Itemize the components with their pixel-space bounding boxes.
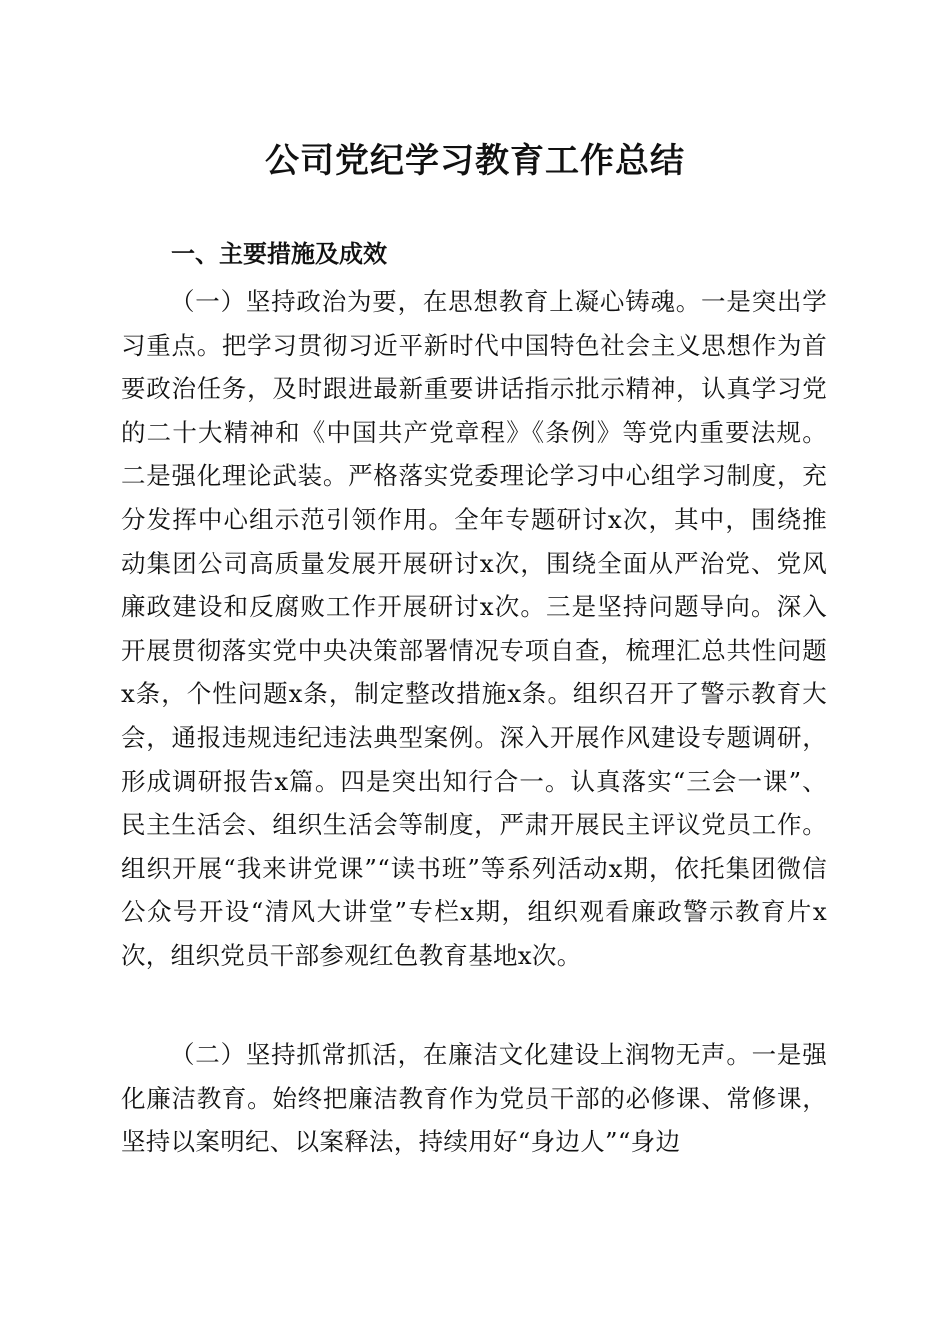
document-title: 公司党纪学习教育工作总结 <box>265 141 685 181</box>
paragraph-2-lead: （二）坚持抓常抓活，在廉洁文化建设上润物无声。 <box>170 1040 752 1069</box>
paragraph-1 <box>121 280 827 978</box>
paragraph-1-body: 一是突出学习重点。把学习贯彻习近平新时代中国特色社会主义思想作为首要政治任务，及时跟进最新重要讲话指示批示精神，认真学习党的二十大精神和《中国共产党章程》《条例》等党内重要法规。二是强化理论武装。严格落实党委理论学习中心组学习制度，充分发挥中心组示范引领作用。全年专题研讨x次，其中，围绕推动集团公司高质量发展开展研讨x次，围绕全面从严治党、党风廉政建设和反腐败工作开展研讨x次。三是坚持问题导向。深入开展贯彻落实党中央决策部署情况专项自查，梳理汇总共性问题x条，个性问题x条，制定整改措施x条。组织召开了警示教育大会，通报违规违纪违法典型案例。深入开展作风建设专题调研，形成调研报告x篇。四是突出知行合一。认真落实“三会一课”、民主生活会、组织生活会等制度，严肃开展民主评议党员工作。组织开展“我来讲党课”“读书班”等系列活动x期，依托集团微信公众号开设“清风大讲堂”专栏x期，组织观看廉政警示教育片x次，组织党员干部参观红色教育基地x次。 <box>121 287 827 970</box>
paragraph-2 <box>121 1033 827 1164</box>
paragraph-1-lead: （一）坚持政治为要，在思想教育上凝心铸魂。 <box>170 287 702 316</box>
paragraph-2-body: 一是强化廉洁教育。始终把廉洁教育作为党员干部的必修课、常修课，坚持以案明纪、以案释法，持续用好“身边人”“身边 <box>121 1040 827 1157</box>
section-heading: 一、主要措施及成效 <box>171 240 387 268</box>
